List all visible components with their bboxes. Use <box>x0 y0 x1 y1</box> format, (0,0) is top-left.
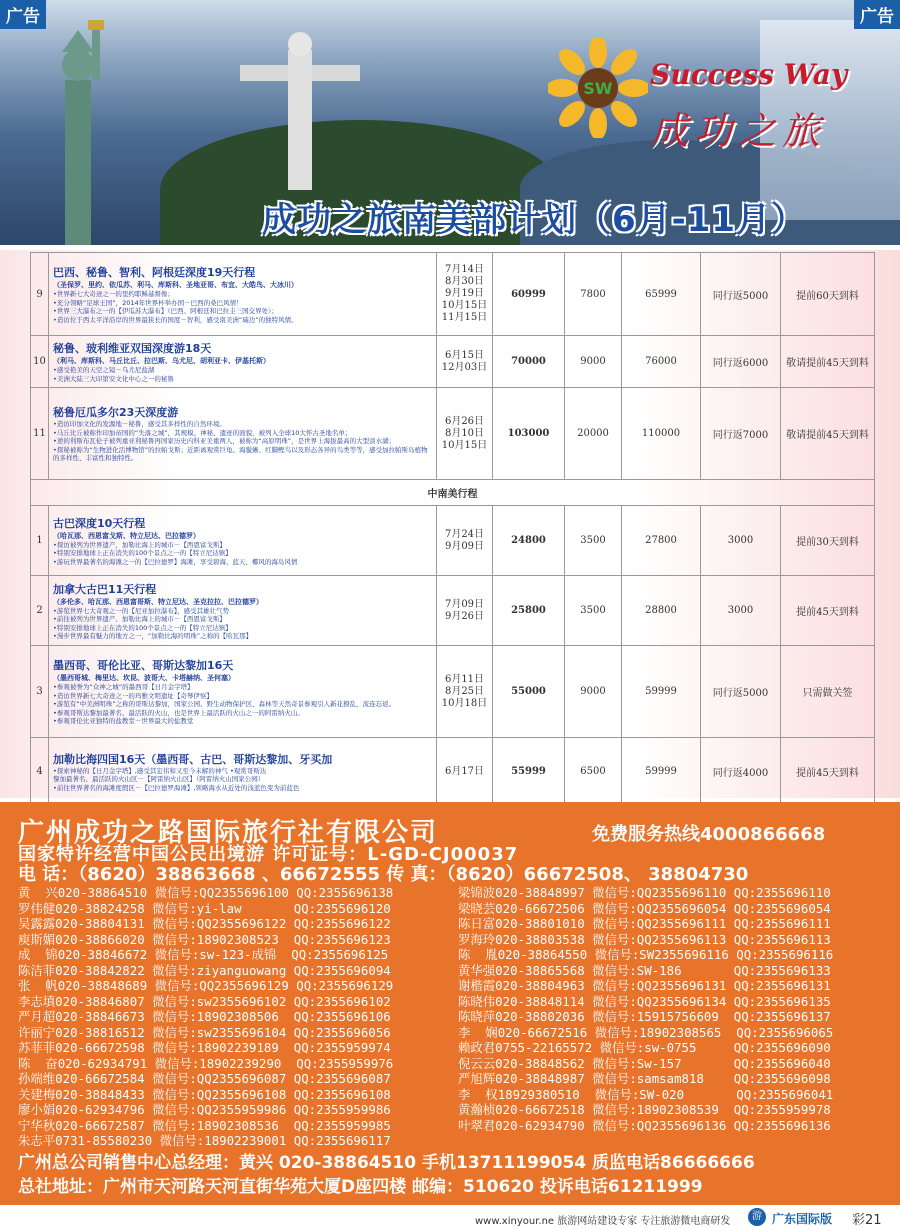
contact-row: 李 娴020-66672516 微信号:18902308565 QQ:2355696065 <box>458 1024 834 1040</box>
contact-row: 倪云云020-38848562 微信号:Sw-157 QQ:2355696040 <box>458 1055 831 1071</box>
contact-row: 宁华秋020-66672587 微信号:18902308536 QQ:2355959985 <box>18 1117 391 1133</box>
route-price: 103000 <box>493 388 565 480</box>
contact-row: 朱志平0731-85580230 微信号:18902239001 QQ:2355696117 <box>18 1133 391 1148</box>
contact-row: 梁锦波020-38848997 微信号:QQ2355696110 QQ:2355696110 <box>458 885 831 900</box>
route-name: 秘鲁厄瓜多尔23天深度游 <box>53 406 179 420</box>
route-number: 11 <box>31 388 49 480</box>
itinerary-table <box>30 252 875 806</box>
route-highlight: •探访被列为世界遗产，加勒比海上的城市－【西恩富戈斯】 <box>53 540 226 549</box>
departure-date: 6月15日 <box>444 349 485 361</box>
route-price: 55999 <box>493 738 565 806</box>
contact-list-left <box>18 885 393 1149</box>
route-price: 60999 <box>493 253 565 336</box>
contact-row: 许丽宁020-38816512 微信号:sw2355696104 QQ:2355696056 <box>18 1024 391 1040</box>
route-number: 1 <box>31 506 49 576</box>
table-row <box>31 336 875 388</box>
route-highlight: •马丘比丘被称作印加帝国的“失落之城”，其规模、神秘、遗迹的面貌，被列入全球10大怀古圣地名单； <box>53 428 352 437</box>
license-number: 国家特许经营中国公民出境游 许可证号：L-GD-CJ00037 <box>18 844 519 865</box>
departure-date: 8月25日 <box>444 685 485 697</box>
departure-date: 8月10日 <box>444 427 485 439</box>
route-highlight: •特别安排地球上正在消失的100个景点之一的【特立尼达镇】 <box>53 549 232 558</box>
departure-date: 9月26日 <box>444 610 485 622</box>
departure-dates <box>437 336 493 388</box>
contact-row: 成 锦020-38846672 微信号:sw-123-成锦 QQ:2355696125 <box>18 947 389 962</box>
contact-row: 罗伟健020-38824258 微信号:yi-law QQ:2355696120 <box>18 900 391 916</box>
departure-date: 8月30日 <box>444 276 485 287</box>
departure-date: 7月24日 <box>444 528 485 540</box>
route-highlight: •充分领略“足球王国”，2014年世界杯举办国－巴西的桑巴风情！ <box>53 298 243 307</box>
footer-brand: 广东国际版 <box>772 1212 833 1226</box>
route-highlight: •参观被誉为“众神之城”的墨西哥【日月金字塔】 <box>53 683 194 692</box>
route-cities: （哈瓦那、西恩富戈斯、特立尼达、巴拉德罗） <box>53 531 200 540</box>
departure-dates <box>437 646 493 738</box>
route-price: 70000 <box>493 336 565 388</box>
peer-rebate: 同行返4000 <box>701 738 781 806</box>
route-cities: （利马、库斯科、马丘比丘、拉巴斯、乌尤尼、胡利亚卡、伊基托斯） <box>53 357 270 365</box>
price-col-1: 9000 <box>565 336 622 388</box>
footer-logo-icon: 游 <box>748 1208 766 1226</box>
booking-note: 敬请提前45天到料 <box>781 336 875 388</box>
price-col-1: 7800 <box>565 253 622 336</box>
route-highlight: •探索神秘的【日月金字塔】,感受其宏伟和又至今未解的神气 •观赏哥斯达 <box>53 766 267 775</box>
contact-row: 吴露露020-38804131 微信号:QQ2355696122 QQ:2355696122 <box>18 916 391 931</box>
contact-row: 庾斯媚020-38866020 微信号:18902308523 QQ:2355696123 <box>18 931 391 947</box>
contact-row: 严月超020-38846673 微信号:18902308506 QQ:2355696106 <box>18 1009 391 1024</box>
contact-row: 罗海玲020-38803538 微信号:QQ2355696113 QQ:2355696113 <box>458 931 831 947</box>
departure-dates <box>437 388 493 480</box>
hotline: 免费服务热线4000866668 <box>592 824 826 845</box>
contact-row: 梁晓芸020-66672506 微信号:QQ2355696054 QQ:2355696054 <box>458 900 831 916</box>
price-col-2: 65999 <box>622 253 701 336</box>
departure-date: 6月11日 <box>444 673 485 685</box>
phone-fax: 电 话：（8620）38863668 、66672555 传 真：（8620）66672508、 38804730 <box>18 864 749 885</box>
price-col-2: 76000 <box>622 336 701 388</box>
route-price: 55000 <box>493 646 565 738</box>
departure-date: 7月09日 <box>444 598 485 610</box>
route-name: 巴西、秘鲁、智利、阿根廷深度19天行程 <box>53 266 256 279</box>
price-col-2: 59999 <box>622 646 701 738</box>
departure-date: 10月15日 <box>441 300 488 311</box>
peer-rebate: 同行返7000 <box>701 388 781 480</box>
route-highlight: •参观哥斯达黎加最著名、最活跃的火山，也是世界上最活跃的火山之一的阿雷纳火山。 <box>53 708 304 717</box>
route-highlight: •感受艳美的天空之镜－乌尤尼盐湖 <box>53 366 155 374</box>
departure-date: 10月18日 <box>441 697 488 709</box>
route-number: 9 <box>31 253 49 336</box>
route-number: 4 <box>31 738 49 806</box>
price-col-1: 3500 <box>565 506 622 576</box>
route-name: 古巴深度10天行程 <box>53 516 146 530</box>
page-title: 成功之旅南美部计划（6月-11月） <box>262 200 807 240</box>
contact-row: 谢楷霞020-38804963 微信号:QQ2355696131 QQ:2355696131 <box>458 978 831 993</box>
route-highlight: •特别安排地球上正在消失的100个景点之一的【特立尼达镇】 <box>53 623 232 632</box>
table-row <box>31 738 875 806</box>
contact-row: 廖小娟020-62934796 微信号:QQ2355959986 QQ:2355959986 <box>18 1102 391 1117</box>
footer-url: www.xinyour.ne 旅游网站建设专家 专注旅游微电商研发 <box>475 1216 731 1227</box>
route-name: 加勒比海四国16天（墨西哥、古巴、哥斯达黎加、牙买加 <box>53 752 333 766</box>
departure-date: 6月17日 <box>444 765 485 777</box>
peer-rebate: 3000 <box>701 576 781 646</box>
departure-date: 9月19日 <box>444 288 485 299</box>
contact-row: 黄瀚桢020-66672518 微信号:18902308539 QQ:2355959978 <box>458 1102 831 1117</box>
contact-row: 叶翠君020-62934790 微信号:QQ2355696136 QQ:2355696136 <box>458 1117 831 1133</box>
departure-dates <box>437 576 493 646</box>
contact-row: 陈洁菲020-38842822 微信号:ziyanguowang QQ:2355696094 <box>18 962 391 978</box>
route-highlight: •游览有“中美洲明珠”之称的哥斯达黎加，国家公园、野生动物保护区、森林等天然奇景参观引人新花撩乱，流连忘返。 <box>53 700 396 709</box>
general-manager: 广州总公司销售中心总经理：黄兴 020-38864510 手机13711199054 质监电话86666666 <box>18 1153 755 1173</box>
route-name: 加拿大古巴11天行程 <box>53 582 157 596</box>
ad-label-right: 广告 <box>854 0 900 29</box>
contact-row: 陈晓萍020-38802036 微信号:15915756609 QQ:2355696137 <box>458 1009 831 1024</box>
route-cities: （多伦多、哈瓦那、西恩富哥斯、特立尼达、圣克拉拉、巴拉德罗） <box>53 597 263 606</box>
price-col-1: 20000 <box>565 388 622 480</box>
route-highlight: •游玩世界最著名的海滩之一的【巴拉德罗】海滩，享受碧海、蓝天、椰风的海岛风情 <box>53 557 298 566</box>
route-description <box>49 506 437 576</box>
booking-note: 只需做关签 <box>781 646 875 738</box>
section-title: 中南美行程 <box>31 480 875 506</box>
route-highlight: •造访位于西太平洋沿岸的世界最狭长的国度－智利，感受南美洲“瑞边”的独特风情。 <box>53 315 298 324</box>
price-col-2: 27800 <box>622 506 701 576</box>
contact-row: 黄 兴020-38864510 微信号:QQ2355696100 QQ:2355696138 <box>18 885 394 900</box>
table-row <box>31 506 875 576</box>
booking-note: 提前60天到料 <box>781 253 875 336</box>
contact-list-right <box>458 885 833 1133</box>
route-number: 2 <box>31 576 49 646</box>
price-col-2: 59999 <box>622 738 701 806</box>
contact-row: 陈 奋020-62934791 微信号:18902239290 QQ:2355959976 <box>18 1055 394 1071</box>
route-number: 10 <box>31 336 49 388</box>
peer-rebate: 同行返5000 <box>701 253 781 336</box>
booking-note: 提前45天到料 <box>781 738 875 806</box>
price-col-1: 3500 <box>565 576 622 646</box>
contact-row: 赖政君0755-22165572 微信号:sw-0755 QQ:2355696090 <box>458 1040 831 1055</box>
route-highlight: 黎加最著名、最活跃的火山区－【阿雷纳火山区】（阿雷纳火山国家公园） <box>53 775 265 784</box>
sunflower-logo-icon <box>548 38 648 138</box>
route-description <box>49 738 437 806</box>
brand-en: Success Way <box>650 58 848 91</box>
route-price: 25800 <box>493 576 565 646</box>
route-highlight: •逆的利斯布瓦伦子被列重亚利秘鲁再国家历史内科亚美重两人，被称为“高原明珠”，是世界上海拔最高的大型淡水湖； <box>53 437 396 446</box>
route-highlight: •前往世界著名的海滩度假区－【巴拉德罗海滩】,领略海水从近处的浅蓝色变为前蓝色 <box>53 783 300 792</box>
departure-dates <box>437 253 493 336</box>
route-highlight: •漫步世界最有魅力的地方之一，“加勒比海的明珠”之称的【哈瓦那】 <box>53 632 253 640</box>
contact-row: 李志填020-38846807 微信号:sw2355696102 QQ:2355696102 <box>18 993 391 1009</box>
departure-date: 10月15日 <box>441 439 488 451</box>
route-highlight: •前往被列为世界遗产、加勒比海上的城市－【西恩富戈斯】 <box>53 615 226 623</box>
booking-note: 提前45天到料 <box>781 576 875 646</box>
ad-label-left: 广告 <box>0 0 46 29</box>
route-highlight: •世界新七大奇迹之一的里约耶稣基督像； <box>53 290 174 298</box>
price-col-1: 9000 <box>565 646 622 738</box>
route-highlight: •世界三大瀑布之一的【伊瓜苏大瀑布】（巴西、阿根廷和巴拉圭三国交界处）； <box>53 307 278 315</box>
route-description <box>49 576 437 646</box>
contact-row: 苏菲菲020-66672598 微信号:18902239189 QQ:2355959974 <box>18 1040 391 1055</box>
contact-row: 张 帆020-38848689 微信号:QQ2355696129 QQ:2355696129 <box>18 978 394 993</box>
table-row <box>31 253 875 336</box>
page-number: 彩21 <box>852 1213 882 1228</box>
contact-row: 关建梅020-38848433 微信号:QQ2355696108 QQ:2355696108 <box>18 1086 391 1102</box>
departure-date: 7月14日 <box>444 264 485 275</box>
route-highlight: •美洲大陆三大印第安文化中心之一的秘鲁 <box>53 374 174 383</box>
price-col-2: 110000 <box>622 388 701 480</box>
route-description <box>49 646 437 738</box>
route-cities: （墨西哥城、梅里达、坎昆、波哥大、卡塔赫纳、圣何塞） <box>53 674 235 683</box>
price-col-2: 28800 <box>622 576 701 646</box>
departure-date: 11月15日 <box>441 312 488 323</box>
peer-rebate: 同行返5000 <box>701 646 781 738</box>
peer-rebate: 同行返6000 <box>701 336 781 388</box>
table-row <box>31 576 875 646</box>
route-description <box>49 336 437 388</box>
christ-statue-icon <box>240 30 360 190</box>
peer-rebate: 3000 <box>701 506 781 576</box>
route-number: 3 <box>31 646 49 738</box>
route-highlight: •参观哥伦比亚独特的盐教堂－世界最大的盐教堂 <box>53 717 194 726</box>
booking-note: 提前30天到料 <box>781 506 875 576</box>
route-highlight: •游览世界七大奇观之一的【尼亚加拉瀑布】，感受其雄壮气势 <box>53 606 230 615</box>
statue-of-liberty-icon <box>20 20 130 245</box>
departure-date: 12月03日 <box>441 361 488 373</box>
head-office-address: 总社地址：广州市天河路天河直街华苑大厦D座四楼 邮编：510620 投诉电话61211999 <box>18 1177 703 1197</box>
route-description <box>49 388 437 480</box>
route-description <box>49 253 437 336</box>
contact-row: 孙端维020-66672584 微信号:QQ2355696087 QQ:2355696087 <box>18 1071 391 1086</box>
contact-row: 陈晓伟020-38848114 微信号:QQ2355696134 QQ:2355696135 <box>458 993 831 1009</box>
booking-note: 敬请提前45天到料 <box>781 388 875 480</box>
table-row <box>31 646 875 738</box>
banner <box>0 0 900 245</box>
departure-dates <box>437 738 493 806</box>
route-highlight: •探秘被称为“生物进化活博物馆”的拉帕戈斯；近距离观赏巨龟、海鬣蜥、红脚鲣鸟以及形态各异的鸟类等等，感受加拉帕斯岛植物的多样性、丰富性和独特性。 <box>53 445 428 463</box>
route-price: 24800 <box>493 506 565 576</box>
route-highlight: •造访世界新七大奇迹之一的玛雅文明遗址【奇琴伊察】 <box>53 691 213 700</box>
departure-dates <box>437 506 493 576</box>
route-name: 墨西哥、哥伦比亚、哥斯达黎加16天 <box>53 659 234 673</box>
route-name: 秘鲁、玻利维亚双国深度游18天 <box>53 342 212 355</box>
contact-row: 严旭辉020-38848987 微信号:samsam818 QQ:2355696098 <box>458 1071 831 1086</box>
brand-cn: 成功之旅 <box>650 109 827 153</box>
svg-text:SW: SW <box>583 79 613 98</box>
contact-row: 陈日富020-38801010 微信号:QQ2355696111 QQ:2355696111 <box>458 916 831 931</box>
company-name: 广州成功之路国际旅行社有限公司 <box>18 818 439 848</box>
price-col-1: 6500 <box>565 738 622 806</box>
contact-row: 李 权18929380510 微信号:SW-020 QQ:2355696041 <box>458 1086 834 1102</box>
departure-date: 9月09日 <box>444 540 485 552</box>
route-highlight: •造访印加文化的发源地－秘鲁，感受其多样性的自然环境。 <box>53 420 226 429</box>
contact-row: 黄华强020-38865568 微信号:SW-186 QQ:2355696133 <box>458 962 831 978</box>
departure-date: 6月26日 <box>444 415 485 427</box>
table-row <box>31 388 875 480</box>
route-cities: （圣保罗、里约、依瓜苏、利马、库斯科、圣地亚哥、布宜、大皓鸟、大冰川） <box>53 281 298 289</box>
contact-row: 陈 胤020-38864550 微信号:SW2355696116 QQ:2355696116 <box>458 947 834 962</box>
